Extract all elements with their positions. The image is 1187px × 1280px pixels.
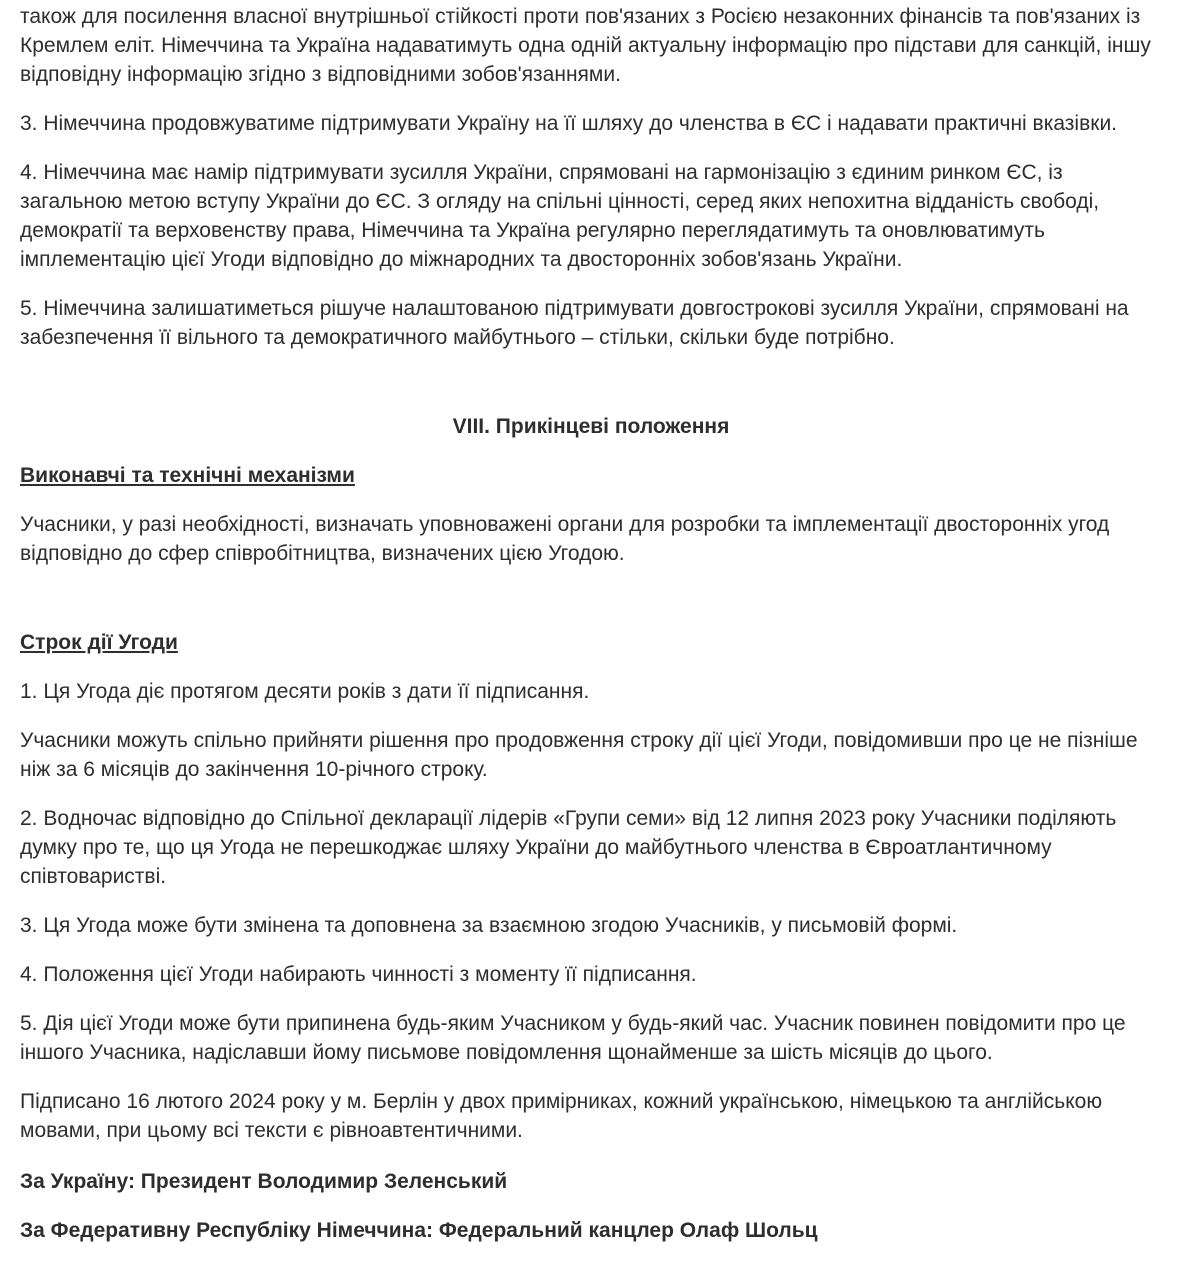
paragraph-authorized-bodies: Учасники, у разі необхідності, визначать уповноважені органи для розробки та імплементації двосторонніх угод відповідно до сфер співробітництва, визначених цією Угодою. xyxy=(20,513,1110,565)
paragraph-item-4-eu-single-market: 4. Німеччина має намір підтримувати зусилля України, спрямовані на гармонізацію з єдиним ринком ЄС, із загальною метою вступу України до ЄС. З огляду на спільні цінності, серед яких непохитна відданість свободі, демократії та верховенству права, Німеччина та Україна регулярно переглядатимуть та оновлюватимуть імплементацію цієї Угоди відповідно до міжнародних та двосторонніх зобов'язань України. xyxy=(20,161,1100,271)
paragraph-sanctions-continuation: також для посилення власної внутрішньої стійкості проти пов'язаних з Росією незаконних фінансів та пов'язаних із Кремлем еліт. Німеччина та Україна надаватимуть одна одній актуальну інформацію про підстави для санкцій, іншу відповідну інформацію згідно з відповідними зобов'язаннями. xyxy=(20,5,1151,86)
paragraph-duration-extension: Учасники можуть спільно прийняти рішення про продовження строку дії цієї Угоди, повідомивши про це не пізніше ніж за 6 місяців до закінчення 10-річного строку. xyxy=(20,729,1138,781)
paragraph-duration-4: 4. Положення цієї Угоди набирають чинності з моменту її підписання. xyxy=(20,963,697,986)
paragraph-duration-3: 3. Ця Угода може бути змінена та доповнена за взаємною згодою Учасників, у письмовій формі. xyxy=(20,914,958,937)
paragraph-duration-1: 1. Ця Угода діє протягом десяти років з дати її підписання. xyxy=(20,680,590,703)
subsection-heading-agreement-duration: Строк дії Угоди xyxy=(20,631,178,654)
section-heading-final-provisions: VIII. Прикінцеві положення xyxy=(452,415,730,438)
paragraph-signing-details: Підписано 16 лютого 2024 року у м. Берлін у двох примірниках, кожний українською, німецькою та англійською мовами, при цьому всі тексти є рівноавтентичними. xyxy=(20,1090,1103,1142)
paragraph-item-5-long-term-support: 5. Німеччина залишатиметься рішуче налаштованою підтримувати довгострокові зусилля України, спрямовані на забезпечення її вільного та демократичного майбутнього – стільки, скільки буде потрібно. xyxy=(20,297,1129,349)
subsection-heading-executive-mechanisms: Виконавчі та технічні механізми xyxy=(20,464,355,487)
paragraph-duration-5: 5. Дія цієї Угоди може бути припинена будь-яким Учасником у будь-який час. Учасник повинен повідомити про це іншого Учасника, надіславши йому письмове повідомлення щонайменше за шість місяців до цього. xyxy=(20,1012,1126,1064)
signature-germany: За Федеративну Республіку Німеччина: Федеральний канцлер Олаф Шольц xyxy=(20,1219,818,1242)
paragraph-duration-2: 2. Водночас відповідно до Спільної декларації лідерів «Групи семи» від 12 липня 2023 року Учасники поділяють думку про те, що ця Угода не перешкоджає шляху України до майбутнього членства в Євроатлантичному співтоваристві. xyxy=(20,807,1117,888)
paragraph-item-3-eu-membership: 3. Німеччина продовжуватиме підтримувати Україну на її шляху до членства в ЄС і надавати практичні вказівки. xyxy=(20,112,1118,135)
signature-ukraine: За Україну: Президент Володимир Зеленський xyxy=(20,1170,508,1193)
